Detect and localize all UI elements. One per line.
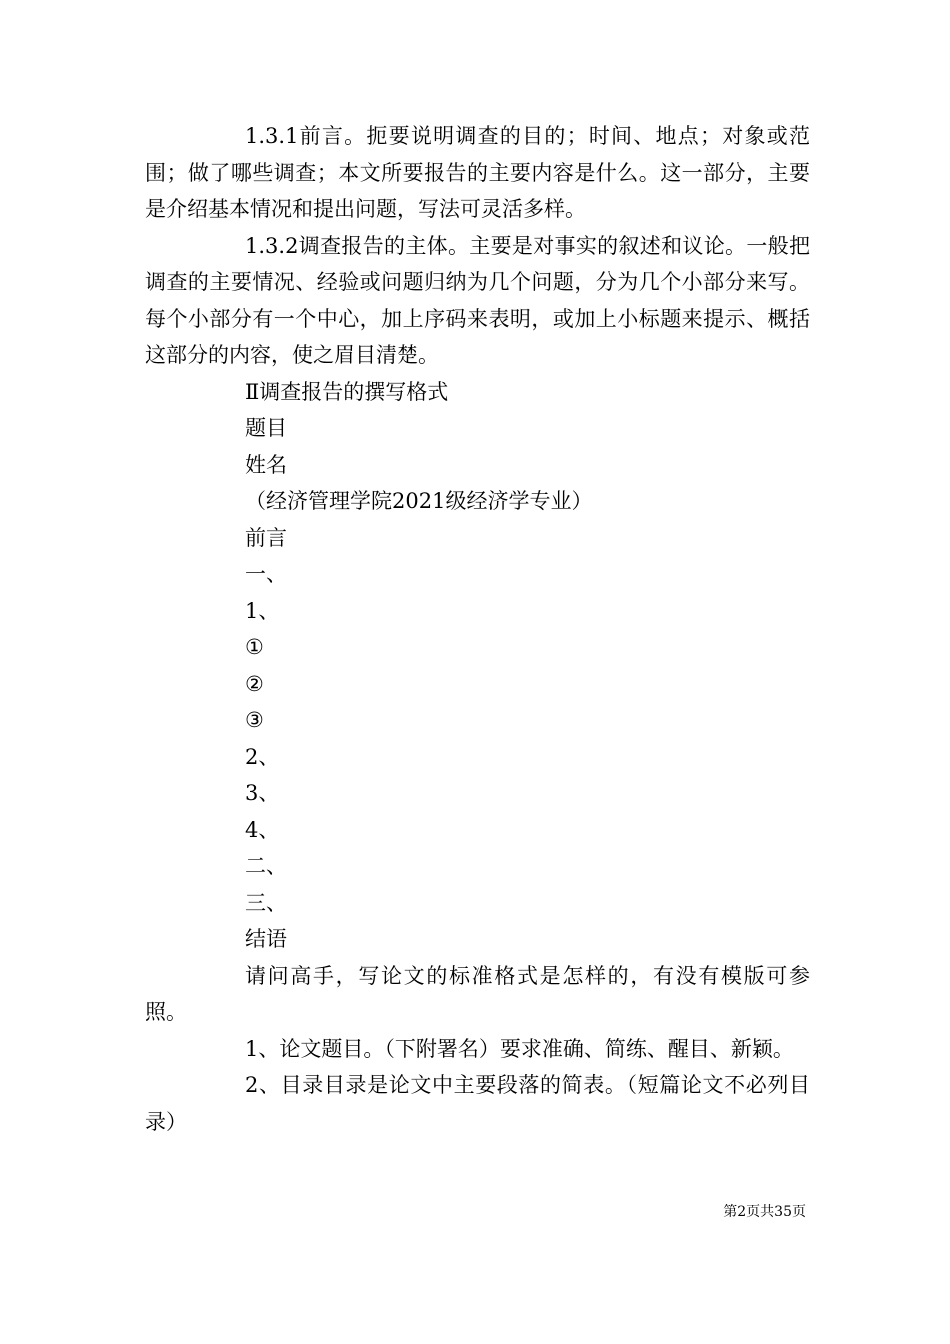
page-body <box>145 118 810 1140</box>
paragraph-question: 请问高手，写论文的标准格式是怎样的，有没有模版可参照。 <box>145 963 810 1024</box>
section-heading-format: Ⅱ调查报告的撰写格式 <box>245 379 449 404</box>
outline-item-part-one: 一、 <box>245 562 287 586</box>
outline-item-one-3: 3、 <box>245 781 280 805</box>
paragraph-answer-title: 1、论文题目。（下附署名）要求准确、简练、醒目、新颖。 <box>245 1036 794 1061</box>
page-number-footer: 第2页共35页 <box>723 1204 806 1220</box>
outline-item-part-two: 二、 <box>245 854 287 878</box>
outline-item-one-4: 4、 <box>245 817 280 842</box>
outline-item-circled-2: ② <box>245 671 264 696</box>
outline-item-preface: 前言 <box>245 525 287 550</box>
outline-item-part-three: 三、 <box>245 890 287 915</box>
outline-item-one-1: 1、 <box>245 598 280 623</box>
paragraph-preface: 1.3.1前言。扼要说明调查的目的；时间、地点；对象或范围；做了哪些调查；本文所要报告的主要内容是什么。这一部分，主要是介绍基本情况和提出问题，写法可灵活多样。 <box>145 124 810 221</box>
outline-item-title: 题目 <box>245 416 287 440</box>
outline-item-circled-3: ③ <box>245 708 264 732</box>
outline-item-circled-1: ① <box>245 635 264 659</box>
paragraph-answer-toc: 2、目录目录是论文中主要段落的简表。（短篇论文不必列目录） <box>145 1073 810 1134</box>
outline-item-affiliation: （经济管理学院2021级经济学专业） <box>245 489 593 513</box>
outline-item-name: 姓名 <box>245 452 287 477</box>
outline-item-one-2: 2、 <box>245 744 280 769</box>
paragraph-main-body: 1.3.2调查报告的主体。主要是对事实的叙述和议论。一般把调查的主要情况、经验或问题归纳为几个问题，分为几个小部分来写。每个小部分有一个中心，加上序码来表明，或加上小标题来提示、概括这部分的内容，使之眉目清楚。 <box>145 233 810 367</box>
outline-item-conclusion: 结语 <box>245 927 287 951</box>
